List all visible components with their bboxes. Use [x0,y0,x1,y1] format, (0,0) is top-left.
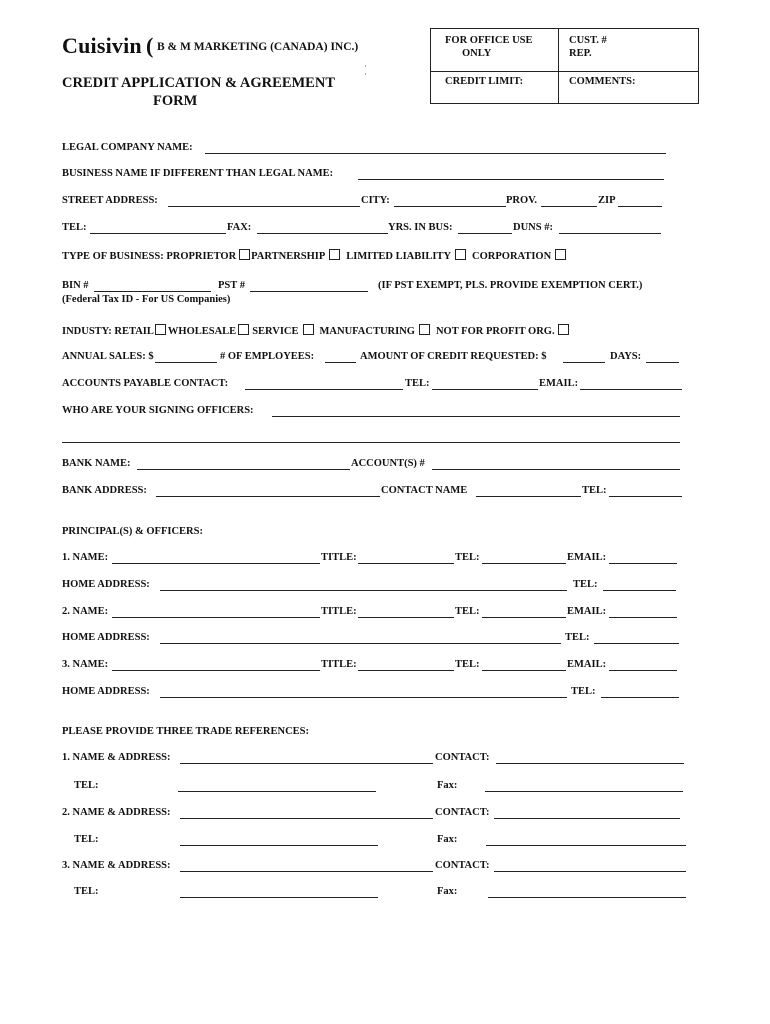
form-title [62,74,335,110]
bin-field[interactable] [94,291,211,292]
principal3-title-label: TITLE: [321,659,357,670]
annual-sales-label: ANNUAL SALES: $ [62,351,154,362]
retail-checkbox[interactable] [155,324,166,335]
ref2-tel-label: TEL: [74,834,99,845]
bank-name-label: BANK NAME: [62,458,131,469]
prov-label: PROV. [506,195,538,206]
limited-liability-label: LIMITED LIABILITY [346,251,452,262]
credit-requested-label: AMOUNT OF CREDIT REQUESTED: $ [360,351,547,362]
wholesale-label: WHOLESALE [167,326,237,337]
ref3-fax-field[interactable] [488,897,686,898]
principal2-name-field[interactable] [112,617,320,618]
partnership-label: PARTNERSHIP [251,251,326,262]
ref1-tel-field[interactable] [178,791,376,792]
duns-label: DUNS #: [513,222,553,233]
ref2-fax-label: Fax: [437,834,458,845]
annual-sales-field[interactable] [155,362,217,363]
office-use-box [430,28,699,104]
ref3-tel-label: TEL: [74,886,99,897]
principal1-email-field[interactable] [609,563,677,564]
principal2-tel-label: TEL: [455,606,480,617]
corporation-checkbox[interactable] [555,249,566,260]
days-field[interactable] [646,362,679,363]
contact-name-label: CONTACT NAME [381,485,468,496]
principal3-tel-field[interactable] [482,670,566,671]
ref3-label: 3. NAME & ADDRESS: [62,860,171,871]
duns-field[interactable] [559,233,661,234]
ref2-label: 2. NAME & ADDRESS: [62,807,171,818]
manufacturing-checkbox[interactable] [419,324,430,335]
corporation-label: CORPORATION [472,251,552,262]
ref1-tel-label: TEL: [74,780,99,791]
principal3-email-label: EMAIL: [567,659,607,670]
principal1-home-field[interactable] [160,590,567,591]
form-title-line2: FORM [153,93,198,109]
comments-label: COMMENTS: [569,76,636,87]
credit-requested-field[interactable] [563,362,605,363]
legal-name-label: LEGAL COMPANY NAME: [62,142,193,153]
principal2-email-label: EMAIL: [567,606,607,617]
principal2-tel-field[interactable] [482,617,566,618]
manufacturing-label: MANUFACTURING [319,326,415,337]
days-label: DAYS: [610,351,642,362]
pst-exempt-note: (IF PST EXEMPT, PLS. PROVIDE EXEMPTION CERT.) [378,280,643,291]
principal3-name-field[interactable] [112,670,320,671]
principal3-tel-label: TEL: [455,659,480,670]
ap-tel-field[interactable] [432,389,538,390]
ref1-fax-label: Fax: [437,780,458,791]
street-label: STREET ADDRESS: [62,195,158,206]
business-name-label: BUSINESS NAME IF DIFFERENT THAN LEGAL NAME: [62,168,334,179]
principal1-tel-label: TEL: [455,552,480,563]
pst-field[interactable] [250,291,368,292]
ref3-tel-field[interactable] [180,897,378,898]
ref2-tel-field[interactable] [180,845,378,846]
fax-label: FAX: [227,222,252,233]
ref3-field[interactable] [180,871,433,872]
bank-tel-field[interactable] [609,496,682,497]
ref1-field[interactable] [180,763,433,764]
principal1-name-label: 1. NAME: [62,552,109,563]
cust-rep-label: CUST. # REP. [569,35,607,59]
principal2-title-field[interactable] [358,617,454,618]
trade-heading: PLEASE PROVIDE THREE TRADE REFERENCES: [62,726,309,737]
industry-row [62,324,575,337]
bank-address-label: BANK ADDRESS: [62,485,147,496]
principal3-home-tel-field[interactable] [601,697,679,698]
ref1-fax-field[interactable] [485,791,683,792]
service-checkbox[interactable] [303,324,314,335]
bank-name-field[interactable] [137,469,350,470]
principal2-name-label: 2. NAME: [62,606,109,617]
ref3-contact-label: CONTACT: [435,860,490,871]
principal3-home-field[interactable] [160,697,567,698]
decorative-dots: · · [364,62,367,79]
ref3-fax-label: Fax: [437,886,458,897]
ref1-contact-field[interactable] [496,763,684,764]
principals-heading: PRINCIPAL(S) & OFFICERS: [62,526,203,537]
ref2-field[interactable] [180,818,433,819]
accounts-field[interactable] [432,469,680,470]
principal2-home-label: HOME ADDRESS: [62,632,150,643]
business-name-field[interactable] [358,179,664,180]
type-of-business-label: TYPE OF BUSINESS: PROPRIETOR [62,251,237,262]
industry-label: INDUSTY: RETAIL [62,326,154,337]
ap-contact-field[interactable] [245,389,403,390]
prov-field[interactable] [541,206,597,207]
ap-email-label: EMAIL: [539,378,579,389]
ref2-contact-label: CONTACT: [435,807,490,818]
principal1-home-tel-field[interactable] [603,590,676,591]
yrs-field[interactable] [458,233,512,234]
wholesale-checkbox[interactable] [238,324,249,335]
bank-tel-label: TEL: [582,485,607,496]
principal1-tel-field[interactable] [482,563,566,564]
city-label: CITY: [361,195,390,206]
signing-officers-field-2[interactable] [62,442,680,443]
ref1-label: 1. NAME & ADDRESS: [62,752,171,763]
credit-limit-label: CREDIT LIMIT: [445,76,524,87]
principal1-email-label: EMAIL: [567,552,607,563]
ap-contact-label: ACCOUNTS PAYABLE CONTACT: [62,378,229,389]
ap-email-field[interactable] [580,389,682,390]
city-field[interactable] [394,206,506,207]
employees-field[interactable] [325,362,356,363]
fax-field[interactable] [257,233,388,234]
limited-liability-checkbox[interactable] [455,249,466,260]
type-of-business-row [62,249,572,262]
zip-label: ZIP [598,195,616,206]
form-title-line1: CREDIT APPLICATION & AGREEMENT [62,75,335,91]
yrs-label: YRS. IN BUS: [388,222,453,233]
contact-name-field[interactable] [476,496,581,497]
service-label: SERVICE [252,326,299,337]
company-name: B & M MARKETING (CANADA) INC.) [157,41,359,53]
principal1-name-field[interactable] [112,563,320,564]
signing-officers-label: WHO ARE YOUR SIGNING OFFICERS: [62,405,254,416]
signing-officers-field[interactable] [272,416,680,417]
nonprofit-label: NOT FOR PROFIT ORG. [435,326,555,337]
street-field[interactable] [168,206,360,207]
principal3-name-label: 3. NAME: [62,659,109,670]
principal2-home-tel-field[interactable] [594,643,679,644]
office-use-label: FOR OFFICE USE ONLY [445,35,533,59]
ref3-contact-field[interactable] [494,871,686,872]
principal3-home-tel-label: TEL: [571,686,596,697]
ref2-contact-field[interactable] [494,818,680,819]
principal3-email-field[interactable] [609,670,677,671]
principal3-home-label: HOME ADDRESS: [62,686,150,697]
principal1-title-field[interactable] [358,563,454,564]
federal-tax-note: (Federal Tax ID - For US Companies) [62,294,231,305]
principal1-home-label: HOME ADDRESS: [62,579,150,590]
accounts-label: ACCOUNT(S) # [351,458,425,469]
ref2-fax-field[interactable] [486,845,686,846]
principal2-title-label: TITLE: [321,606,357,617]
bin-label: BIN # [62,280,89,291]
partnership-checkbox[interactable] [329,249,340,260]
ap-tel-label: TEL: [405,378,430,389]
brand-paren: ( [146,33,154,58]
zip-field[interactable] [618,206,662,207]
nonprofit-checkbox[interactable] [558,324,569,335]
principal2-home-field[interactable] [160,643,561,644]
brand-name: Cuisivin [62,33,142,58]
principal2-email-field[interactable] [609,617,677,618]
employees-label: # OF EMPLOYEES: [220,351,315,362]
ref1-contact-label: CONTACT: [435,752,490,763]
pst-label: PST # [218,280,245,291]
principal1-title-label: TITLE: [321,552,357,563]
bank-address-field[interactable] [156,496,380,497]
tel-field[interactable] [90,233,226,234]
principal2-home-tel-label: TEL: [565,632,590,643]
principal3-title-field[interactable] [358,670,454,671]
legal-name-field[interactable] [205,153,666,154]
principal1-home-tel-label: TEL: [573,579,598,590]
tel-label: TEL: [62,222,87,233]
proprietor-checkbox[interactable] [239,249,250,260]
